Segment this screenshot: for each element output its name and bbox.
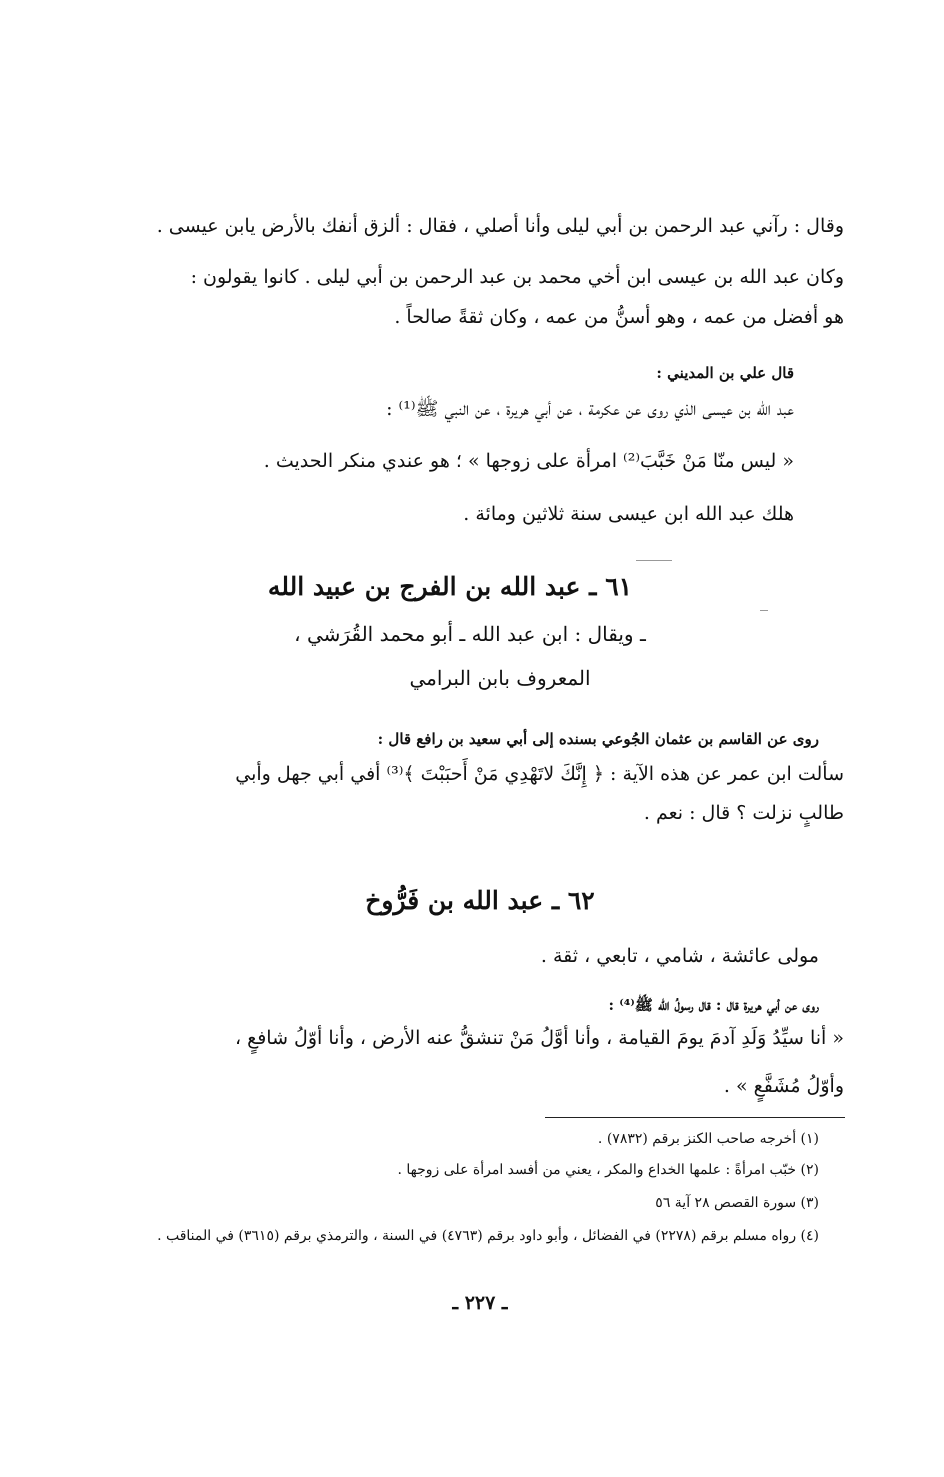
- ali-line1: عبد الله بن عيسى الذي روى عن عكرمة ، عن أبي هريرة ، عن النبي ﷺ⁽¹⁾ :: [386, 398, 794, 420]
- entry-61-narration: روى عن القاسم بن عثمان الجُوعي بسنده إلى أبي سعيد بن رافع قال :: [377, 730, 819, 748]
- para1-line1: وقال : رآني عبد الرحمن بن أبي ليلى وأنا أصلي ، فقال : ألزق أنفك بالأرض يابن عيسى .: [156, 215, 844, 237]
- entry-62-title: ٦٢ ـ عبد الله بن فَرُّوخ: [365, 886, 595, 915]
- entry-61-line2: طالبٍ نزلت ؟ قال : نعم .: [643, 802, 844, 824]
- entry-61-known-as: المعروف بابن البرامي: [409, 666, 591, 690]
- page-number: ـ ٢٢٧ ـ: [452, 1292, 508, 1314]
- entry-61-line1: سألت ابن عمر عن هذه الآية : ﴿ إِنَّكَ لاتَهْدِي مَنْ أَحبَبْتَ ﴾⁽³⁾ أفي أبي جهل وأبي: [235, 763, 844, 785]
- ali-line3: هلك عبد الله ابن عيسى سنة ثلاثين ومائة .: [463, 503, 794, 525]
- scan-mark: [636, 560, 672, 561]
- scan-mark: [760, 610, 768, 611]
- footnote-3: (٣) سورة القصص ٢٨ آية ٥٦: [655, 1195, 819, 1211]
- entry-62-line1: « أنا سيِّدُ وَلَدِ آدمَ يومَ القيامة ، وأنا أوَّلُ مَنْ تنشقُّ عنه الأرض ، وأنا أوّلُ شافعٍ ،: [234, 1027, 844, 1049]
- entry-61-subtitle: ـ ويقال : ابن عبد الله ـ أبو محمد القُرَشي ،: [294, 622, 646, 646]
- footnote-separator: [545, 1117, 845, 1118]
- entry-61-title: ٦١ ـ عبد الله بن الفرج بن عبيد الله: [267, 572, 633, 601]
- entry-62-narration: روى عن أبي هريرة قال : قال رسولُ الله ﷺ⁽⁴⁾ :: [608, 996, 819, 1014]
- footnote-2: (٢) خبّب امرأةً : علمها الخداع والمكر ، يعني من أفسد امرأة على زوجها .: [397, 1162, 819, 1178]
- para1-line3: هو أفضل من عمه ، وهو أسنُّ من عمه ، وكان ثقةً صالحاً .: [394, 306, 844, 328]
- para1-line2: وكان عبد الله بن عيسى ابن أخي محمد بن عبد الرحمن بن أبي ليلى . كانوا يقولون :: [190, 266, 844, 288]
- ali-line2: « ليس منّا مَنْ خَبَّبَ⁽²⁾ امرأة على زوجها » ؛ هو عندي منكر الحديث .: [263, 450, 794, 472]
- ali-heading: قال علي بن المديني :: [656, 364, 794, 382]
- footnote-1: (١) أخرجه صاحب الكنز برقم (٧٨٣٢) .: [597, 1131, 819, 1147]
- entry-62-description: مولى عائشة ، شامي ، تابعي ، ثقة .: [540, 945, 819, 967]
- entry-62-line2: وأوّلُ مُشَفَّعٍ » .: [723, 1075, 844, 1097]
- footnote-4: (٤) رواه مسلم برقم (٢٢٧٨) في الفضائل ، وأبو داود برقم (٤٧٦٣) في السنة ، والترمذي برقم (٣٦١٥) في المناقب .: [157, 1228, 819, 1244]
